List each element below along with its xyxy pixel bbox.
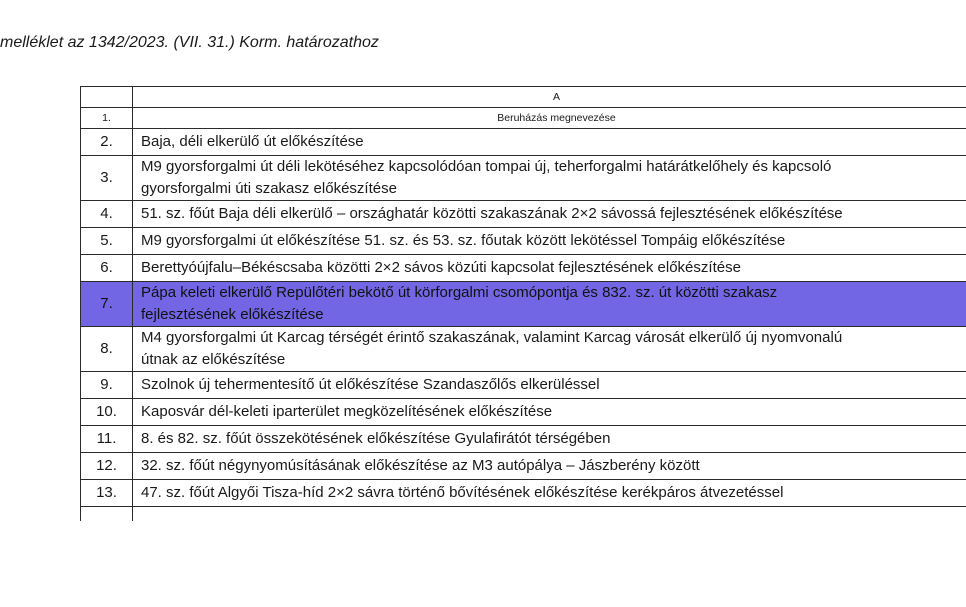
row-number: 13. (81, 480, 133, 507)
project-name-cell (133, 327, 966, 372)
project-name-cell (133, 399, 966, 426)
table-row (81, 327, 966, 372)
project-name-line: M9 gyorsforgalmi út előkészítése 51. sz. és 53. sz. főutak között lekötéssel Tompáig előkészítése (141, 232, 786, 249)
header-corner-cell (81, 87, 133, 108)
row-number: 11. (81, 426, 133, 453)
row-number: 6. (81, 255, 133, 282)
project-name-line: fejlesztésének előkészítése (141, 306, 324, 323)
row-number: 5. (81, 228, 133, 255)
table-row (81, 255, 966, 282)
table-row-selected (81, 282, 966, 327)
table-row (81, 453, 966, 480)
row-number: 4. (81, 201, 133, 228)
project-name-cell (133, 453, 966, 480)
row-number: 12. (81, 453, 133, 480)
project-name-line: 32. sz. főút négynyomúsításának előkészítése az M3 autópálya – Jászberény között (141, 457, 700, 474)
project-name-cell (133, 282, 966, 327)
project-name-cell (133, 156, 966, 201)
project-name-cell (133, 201, 966, 228)
table-row (81, 129, 966, 156)
project-name-cell (133, 426, 966, 453)
table-row-partial (81, 507, 966, 522)
project-name-line: Kaposvár dél-keleti iparterület megközelítésének előkészítése (141, 403, 553, 420)
project-name-cell (133, 480, 966, 507)
table-row (81, 399, 966, 426)
project-name-cell (133, 255, 966, 282)
row-number: 7. (81, 282, 133, 327)
project-name-cell (133, 372, 966, 399)
project-name-line: M4 gyorsforgalmi út Karcag térségét érintő szakaszának, valamint Karcag városát elkerülő új nyomvonalú (141, 329, 843, 346)
project-name-line: gyorsforgalmi úti szakasz előkészítése (141, 180, 397, 197)
table-row (81, 480, 966, 507)
project-name-line: 8. és 82. sz. főút összekötésének előkészítése Gyulafirátót térségében (141, 430, 611, 447)
table-row (81, 156, 966, 201)
row-number: 2. (81, 129, 133, 156)
row-number: 9. (81, 372, 133, 399)
project-name-line: 51. sz. főút Baja déli elkerülő – országhatár közötti szakaszának 2×2 sávossá fejlesztésének előkészítése (141, 205, 843, 222)
projects-table (80, 86, 966, 521)
project-name-cell-empty (133, 507, 966, 522)
project-name-line: Szolnok új tehermentesítő út előkészítése Szandaszőlős elkerüléssel (141, 376, 600, 393)
table-row (81, 426, 966, 453)
project-name-line: Pápa keleti elkerülő Repülőtéri bekötő út körforgalmi csomópontja és 832. sz. út közötti szakasz (141, 284, 778, 301)
project-name-line: Berettyóújfalu–Békéscsaba közötti 2×2 sávos közúti kapcsolat fejlesztésének előkészítése (141, 259, 741, 276)
row-number: 8. (81, 327, 133, 372)
document-title: melléklet az 1342/2023. (VII. 31.) Korm. határozathoz (0, 34, 379, 51)
row-number: 3. (81, 156, 133, 201)
column-title-cell: Beruházás megnevezése (133, 108, 966, 129)
project-name-line: 47. sz. főút Algyői Tisza-híd 2×2 sávra történő bővítésének előkészítése kerékpáros átvezetéssel (141, 484, 784, 501)
project-name-cell (133, 129, 966, 156)
row-number: 10. (81, 399, 133, 426)
row-number-empty (81, 507, 133, 522)
table-row-1 (81, 108, 966, 129)
row-number: 1. (81, 108, 133, 129)
project-name-line: M9 gyorsforgalmi út déli lekötéséhez kapcsolódóan tompai új, teherforgalmi határátkelőhely és kapcsoló (141, 158, 832, 175)
projects-table-wrapper (80, 86, 966, 521)
table-row (81, 201, 966, 228)
table-row (81, 372, 966, 399)
column-header-a: A (133, 87, 966, 108)
table-header-row (81, 87, 966, 108)
project-name-cell (133, 228, 966, 255)
project-name-line: Baja, déli elkerülő út előkészítése (141, 133, 364, 150)
table-row (81, 228, 966, 255)
project-name-line: útnak az előkészítése (141, 351, 286, 368)
